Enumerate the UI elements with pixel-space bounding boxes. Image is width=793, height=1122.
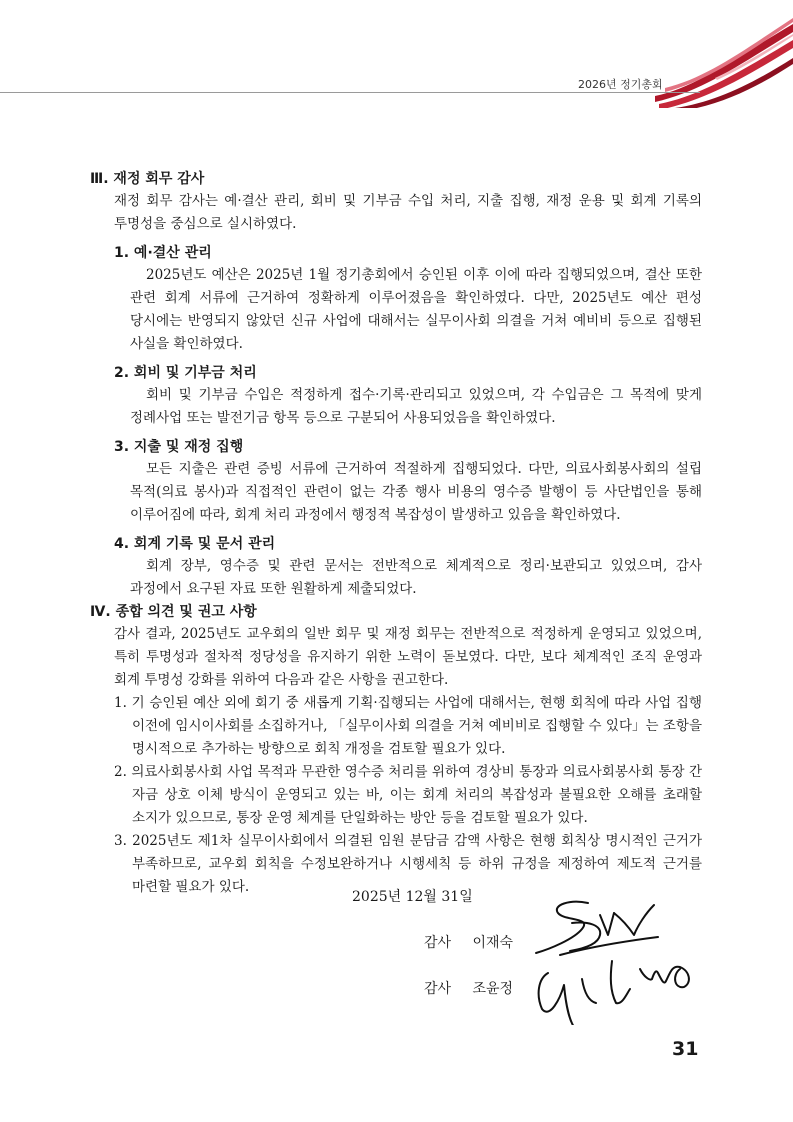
- recommendation-list: [90, 692, 702, 899]
- signer-role: 감사: [424, 935, 452, 951]
- header-divider: [0, 92, 700, 93]
- section4-intro: 감사 결과, 2025년도 교우회의 일반 회무 및 재정 회무는 전반적으로 적정하게 운영되고 있었으며, 특히 투명성과 절차적 정당성을 유지하기 위한 노력이 돋보였다. 다만, 보다 체계적인 조직 운영과 회계 투명성 강화를 위하여 다음과 같은 사항을 권고한다.: [114, 626, 702, 688]
- dues-donations-title: 2. 회비 및 기부금 처리: [114, 365, 257, 381]
- records-body: 회계 장부, 영수증 및 관련 문서는 전반적으로 체계적으로 정리·보관되고 있었으며, 감사 과정에서 요구된 자료 또한 원활하게 제출되었다.: [130, 558, 702, 597]
- expenditure-body: 모든 지출은 관련 증빙 서류에 근거하여 적절하게 집행되었다. 다만, 의료사회봉사회의 설립 목적(의료 봉사)과 직접적인 관련이 없는 각종 행사 비용의 영수증 발행이 등 사단법인을 통해 이루어짐에 따라, 회계 처리 과정에서 행정적 복잡성이 발생하고 있음을 확인하였다.: [130, 461, 702, 523]
- budget-settlement-body: 2025년도 예산은 2025년 1월 정기총회에서 승인된 이후 이에 따라 집행되었으며, 결산 또한 관련 회계 서류에 근거하여 정확하게 이루어졌음을 확인하였다. 다만, 2025년도 예산 편성 당시에는 반영되지 않았던 신규 사업에 대해서는 실무이사회 의결을 거쳐 예비비 등으로 집행된 사실을 확인하였다.: [130, 267, 702, 352]
- page-number: 31: [672, 1038, 699, 1060]
- signer-role: 감사: [424, 981, 452, 997]
- section3-intro: 재정 회무 감사는 예·결산 관리, 회비 및 기부금 수입 처리, 지출 집행, 재정 운용 및 회계 기록의 투명성을 중심으로 실시하였다.: [114, 193, 702, 232]
- signer-row: [424, 932, 513, 952]
- expenditure-title: 3. 지출 및 재정 집행: [114, 439, 244, 455]
- dues-donations-body: 회비 및 기부금 수입은 적정하게 접수·기록·관리되고 있었으며, 각 수입금은 그 목적에 맞게 정례사업 또는 발전기금 항목 등으로 구분되어 사용되었음을 확인하였다.: [130, 387, 702, 426]
- signer-name: 조윤정: [472, 981, 514, 997]
- recommendation-item: 2. 의료사회봉사회 사업 목적과 무관한 영수증 처리를 위하여 경상비 통장과 의료사회봉사회 통장 간 자금 상호 이체 방식이 운영되고 있는 바, 이는 회계 처리의 복잡성과 불필요한 오해를 초래할 소지가 있으므로, 통장 운영 체계를 단일화하는 방안 등을 검토할 필요가 있다.: [114, 764, 702, 826]
- report-date: 2025년 12월 31일: [352, 889, 473, 905]
- signer-row: [424, 978, 513, 998]
- handwritten-signatures: [530, 895, 730, 1025]
- signer-name: 이재숙: [472, 935, 514, 951]
- budget-settlement-title: 1. 예·결산 관리: [114, 245, 212, 261]
- recommendation-item: 1. 기 승인된 예산 외에 회기 중 새롭게 기획·집행되는 사업에 대해서는, 현행 회칙에 따라 사업 집행 이전에 임시이사회를 소집하거나, 「실무이사회 의결을 거쳐 예비비로 집행할 수 있다」는 조항을 명시적으로 추가하는 방향으로 회칙 개정을 검토할 필요가 있다.: [114, 695, 702, 757]
- recommendation-item: 3. 2025년도 제1차 실무이사회에서 의결된 임원 분담금 감액 사항은 현행 회칙상 명시적인 근거가 부족하므로, 교우회 회칙을 수정보완하거나 시행세칙 등 하위 규정을 제정하여 제도적 근거를 마련할 필요가 있다.: [114, 833, 702, 895]
- header-title: 2026년 정기총회: [578, 78, 663, 91]
- section3-title: Ⅲ. 재정 회무 감사: [90, 171, 205, 187]
- records-title: 4. 회계 기록 및 문서 관리: [114, 536, 276, 552]
- section4-title: Ⅳ. 종합 의견 및 권고 사항: [90, 604, 257, 620]
- audit-report-body: [90, 168, 702, 899]
- header-ribbon-decoration: [655, 18, 793, 108]
